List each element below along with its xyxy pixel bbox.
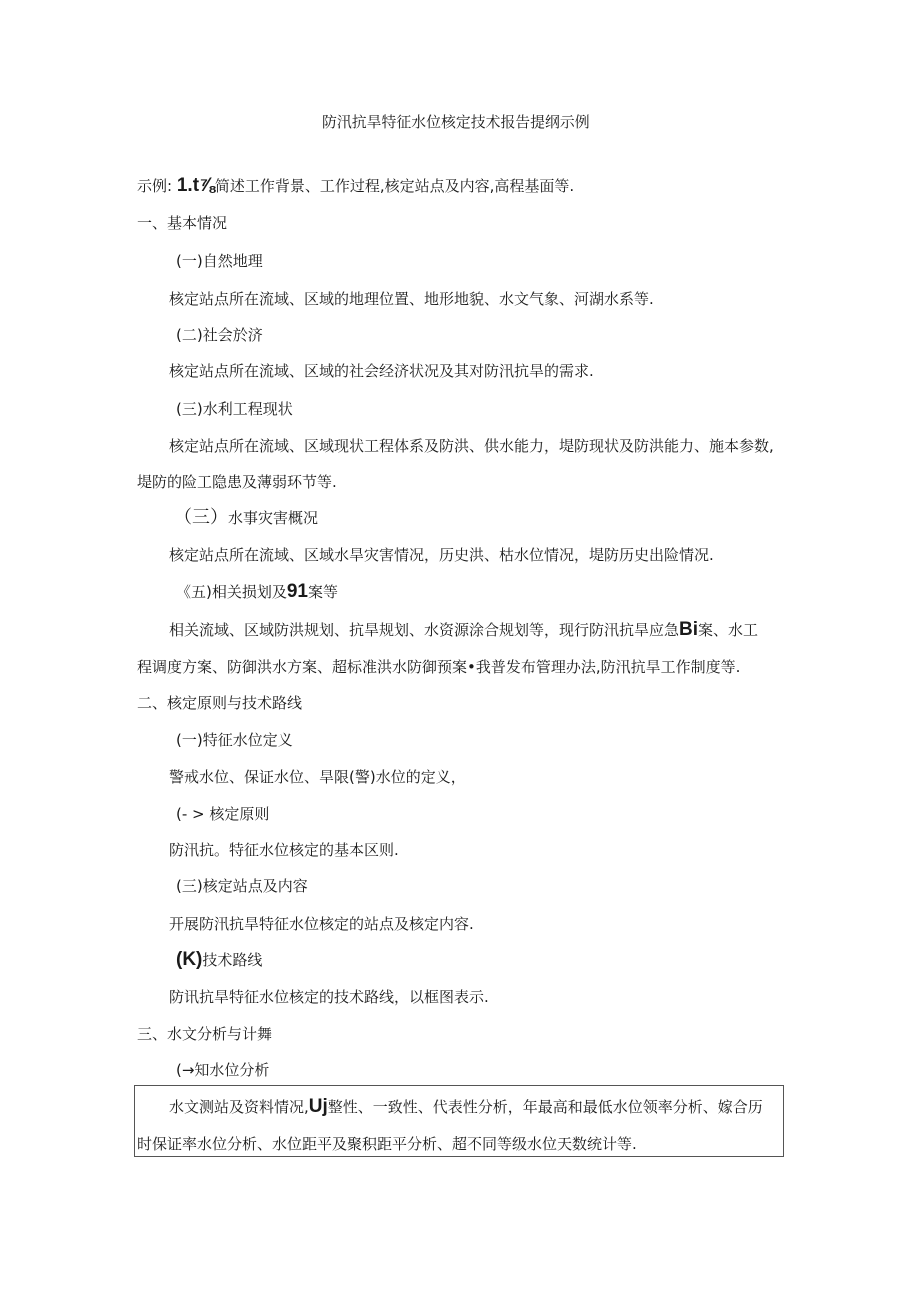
section-3-1-body-part-a: 水文测站及资料情况, [169,1098,309,1116]
section-1-3-title: (三)水利工程现状 [176,400,293,418]
section-1-5-title-b: 案等 [308,583,339,601]
section-2-4-body: 防讯抗旱特征水位核定的技术路线，以框图表示. [169,988,489,1006]
section-2-2-title: (- > 核定原则 [176,805,270,823]
section-1-4-text: 水事灾害概况 [228,509,319,527]
section-1-4-mark: （三） [174,507,228,528]
section-2-4-title [176,950,262,970]
section-3-1-title: (→知水位分析 [176,1061,270,1079]
section-1-5-body-line2: 程调度方案、防御洪水方案、超标准洪水防御预案•我普发布管理办法,防汛抗旱工作制度等. [137,658,741,676]
section-1-2-title: (二)社会於济 [176,326,263,344]
section-2-heading: 二、核定原则与技术路线 [137,694,303,712]
section-2-1-title: (一)特征水位定义 [176,731,293,749]
section-2-4-title-text: 技术路线 [202,951,263,969]
section-1-5-title-a: 《五)相关损划及 [176,583,287,601]
section-1-5-body-part-b: 案、水工 [698,621,759,639]
section-2-4-title-big: (K) [176,949,203,970]
section-2-3-title: (三)核定站点及内容 [176,877,308,895]
section-1-4-body: 核定站点所在流域、区域水旱灾害情况，历史洪、枯水位情况，堤防历史出险情况. [169,546,714,564]
section-1-3-body-line1: 核定站点所在流域、区域现状工程体系及防洪、供水能力，堤防现状及防洪能力、施本参数, [169,437,774,455]
section-1-5-body-line1 [169,620,758,640]
document-title: 防汛抗旱特征水位核定技术报告提纲示例 [322,113,590,131]
section-1-1-body: 核定站点所在流域、区域的地理位置、地形地貌、水文气象、河湖水系等. [169,290,654,308]
section-1-5-body-part-a: 相关流域、区域防洪规划、抗旱规划、水资源涂合规划等，现行防汛抗旱应急 [169,621,680,639]
intro-text: 简述工作背景、工作过程,核定站点及内容,高程基面等. [214,177,575,195]
intro-prefix: 示例: [137,177,173,195]
section-2-1-body: 警戒水位、保证水位、旱限(警)水位的定义， [169,768,466,786]
section-1-5-title [176,582,338,602]
section-3-1-body-line1 [169,1097,763,1117]
section-1-1-title: (一)自然地理 [176,252,263,270]
section-1-5-body-big: Bi [679,619,699,640]
intro-number: 1.t⅞ [176,175,215,196]
section-1-heading: 一、基本情况 [137,214,228,232]
intro-paragraph [137,176,574,196]
section-2-2-body: 防汛抗。特征水位核定的基本区则. [169,841,399,859]
section-1-2-body: 核定站点所在流域、区域的社会经济状况及其对防汛抗旱的需求. [169,362,594,380]
section-1-3-body-line2: 堤防的险工隐患及薄弱环节等. [137,473,337,491]
section-3-1-body-big: Uj [308,1096,328,1117]
section-3-1-body-part-b: 整性、一致性、代表性分析，年最高和最低水位领率分析、嫁合历 [327,1098,763,1116]
section-1-4-title [174,508,318,528]
section-2-3-body: 开展防汛抗旱特征水位核定的站点及核定内容. [169,915,474,933]
section-1-5-title-big: 91 [286,581,308,602]
section-3-heading: 三、水文分析与计舞 [137,1025,273,1043]
section-3-1-body-line2: 时保证率水位分析、水位距平及聚积距平分析、超不同等级水位天数统计等. [137,1135,637,1153]
